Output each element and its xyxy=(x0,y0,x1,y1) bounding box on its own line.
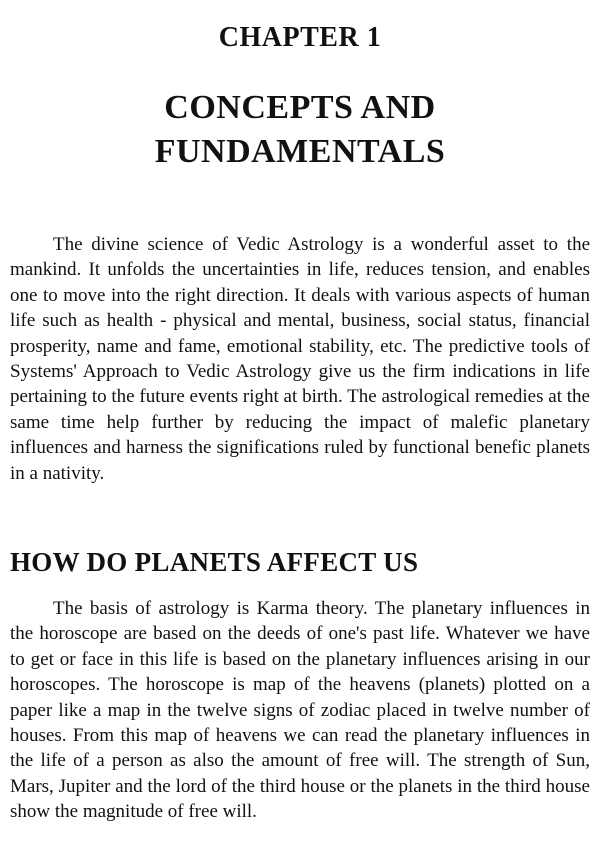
chapter-number: CHAPTER 1 xyxy=(218,22,382,53)
section-heading: HOW DO PLANETS AFFECT US xyxy=(10,547,419,577)
chapter-title xyxy=(0,86,600,174)
chapter-title-line-1: CONCEPTS AND xyxy=(164,89,436,126)
chapter-title-line-2: FUNDAMENTALS xyxy=(154,133,446,170)
section-paragraph: The basis of astrology is Karma theory. The planetary influences in the horoscope are based on the deeds of one's past life. Whatever we have to get or face in this life is based on the planetary influences arising in our horoscopes. The horoscope is map of the heavens (planets) plotted on a paper like a map in the twelve signs of zodiac placed in twelve number of houses. From this map of heavens we can read the planetary influences in the life of a person as also the amount of free will. The strength of Sun, Mars, Jupiter and the lord of the third house or the planets in the third house show the magnitude of free will. xyxy=(10,598,590,823)
intro-paragraph: The divine science of Vedic Astrology is a wonderful asset to the mankind. It unfolds the uncertainties in life, reduces tension, and enables one to move into the right direction. It deals with various aspects of human life such as health - physical and mental, business, social status, financial prosperity, name and fame, emotional stability, etc. The predictive tools of Systems' Approach to Vedic Astrology give us the firm indications in life pertaining to the future events right at birth. The astrological remedies at the same time help further by reducing the impact of malefic planetary influences and harness the significations ruled by functional benefic planets in a nativity. xyxy=(10,234,590,484)
